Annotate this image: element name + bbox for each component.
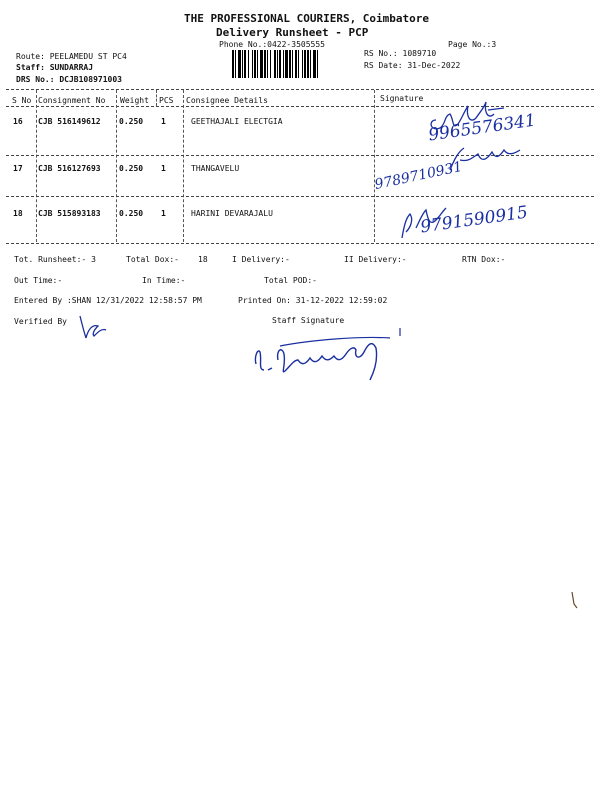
rtn-dox: RTN Dox:- (462, 255, 506, 264)
row-consignee: HARINI DEVARAJALU (191, 209, 273, 218)
table-bottom-rule (6, 243, 594, 244)
row-sno: 17 (13, 164, 23, 173)
row-weight: 0.250 (119, 117, 144, 126)
handwritten-phone-17: 9789710931 (373, 158, 464, 194)
col-divider (36, 90, 37, 242)
row-consignment: CJB 516127693 (38, 164, 101, 173)
col-divider (374, 90, 375, 242)
col-header-weight: Weight (120, 96, 149, 105)
row-consignee: GEETHAJALI ELECTGIA (191, 117, 283, 126)
out-time: Out Time:- (14, 276, 63, 285)
staff-label: Staff: SUNDARRAJ (16, 63, 94, 72)
route-label: Route: PEELAMEDU ST PC4 (16, 52, 127, 61)
row-weight: 0.250 (119, 164, 144, 173)
company-title: THE PROFESSIONAL COURIERS, Coimbatore (184, 12, 430, 25)
row-pcs: 1 (161, 117, 166, 126)
total-dox-label: Total Dox:- (126, 255, 179, 264)
row-sno: 18 (13, 209, 23, 218)
handwritten-phone-16: 9965576341 (427, 110, 538, 146)
row-pcs: 1 (161, 209, 166, 218)
col-divider (183, 90, 184, 242)
col-header-pcs: PCS (159, 96, 174, 105)
runsheet-title: Delivery Runsheet - PCP (216, 26, 369, 39)
ii-delivery: II Delivery:- (344, 255, 407, 264)
phone-number: Phone No.:0422-3505555 (219, 40, 325, 49)
table-top-rule (6, 89, 594, 90)
total-runsheet: Tot. Runsheet:- 3 (14, 255, 96, 264)
i-delivery: I Delivery:- (232, 255, 290, 264)
rs-date: RS Date: 31-Dec-2022 (364, 61, 461, 70)
barcode (232, 50, 354, 78)
row-sno: 16 (13, 117, 23, 126)
staff-signature-label: Staff Signature (272, 316, 345, 325)
entered-by: Entered By :SHAN 12/31/2022 12:58:57 PM (14, 296, 202, 305)
staff-signature (250, 326, 420, 390)
row-consignee: THANGAVELU (191, 164, 240, 173)
verifier-signature (76, 312, 110, 342)
total-pod: Total POD:- (264, 276, 317, 285)
rs-number: RS No.: 1089710 (364, 49, 437, 58)
col-divider (116, 90, 117, 242)
col-header-consignee: Consignee Details (186, 96, 268, 105)
verified-by-label: Verified By (14, 317, 67, 326)
col-header-consignment: Consignment No (38, 96, 106, 105)
page-number: Page No.:3 (448, 40, 497, 49)
col-header-signature: Signature (380, 94, 424, 103)
row-weight: 0.250 (119, 209, 144, 218)
printed-on: Printed On: 31-12-2022 12:59:02 (238, 296, 388, 305)
scan-mark (568, 590, 580, 610)
col-divider (156, 90, 157, 106)
row-consignment: CJB 516149612 (38, 117, 101, 126)
in-time: In Time:- (142, 276, 186, 285)
drs-number: DRS No.: DCJB108971003 (16, 75, 122, 84)
handwritten-phone-18: 9791590915 (419, 202, 530, 238)
total-dox-value: 18 (198, 255, 208, 264)
row-pcs: 1 (161, 164, 166, 173)
row-consignment: CJB 515893183 (38, 209, 101, 218)
col-header-sno: S No (12, 96, 32, 105)
row-rule (6, 196, 594, 197)
